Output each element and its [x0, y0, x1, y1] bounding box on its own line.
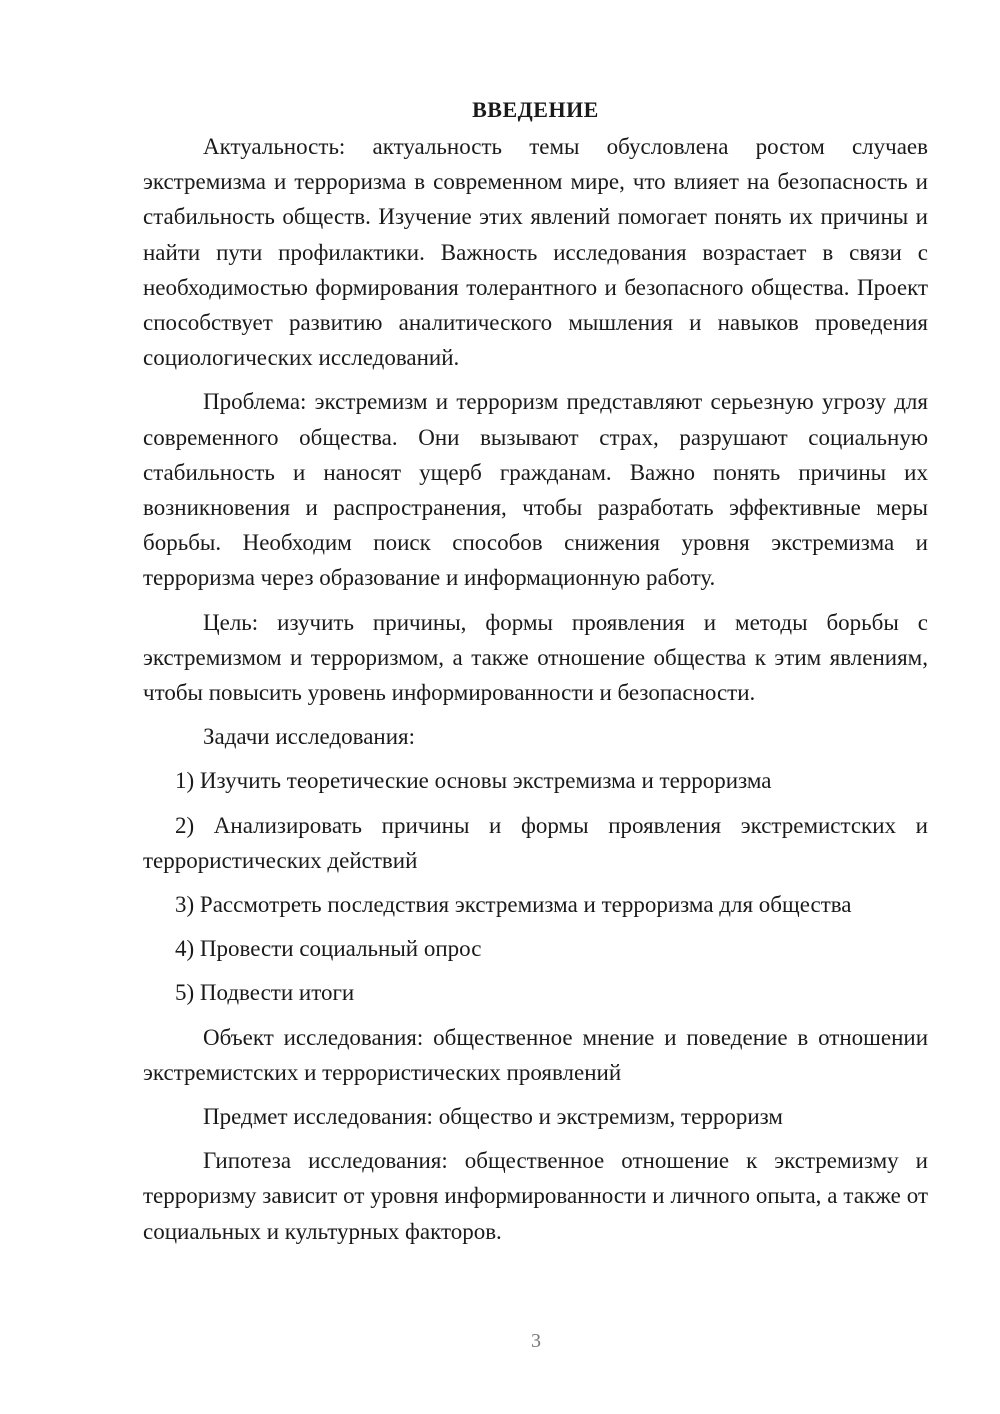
section-title: ВВЕДЕНИЕ — [472, 97, 599, 122]
paragraph-object: Объект исследования: общественное мнение и поведение в отношении экстремистских и террористических проявлений — [143, 1024, 928, 1085]
task-item-5: 5) Подвести итоги — [175, 980, 355, 1006]
task-item-2: 2) Анализировать причины и формы проявления экстремистских и террористических действий — [143, 812, 928, 873]
paragraph-hypothesis: Гипотеза исследования: общественное отношение к экстремизму и терроризму зависит от уровня информированности и личного опыта, а также от социальных и культурных факторов. — [143, 1148, 928, 1244]
task-item-3: 3) Рассмотреть последствия экстремизма и терроризма для общества — [175, 892, 852, 918]
page-number: 3 — [531, 1330, 541, 1352]
paragraph-problem: Проблема: экстремизм и терроризм представляют серьезную угрозу для современного общества. Они вызывают страх, разрушают социальную стабильность и наносят ущерб гражданам. Важно понять причины их возникновения и распространения, чтобы разработать эффективные меры борьбы. Необходим поиск способов снижения уровня экстремизма и терроризма через образование и информационную работу. — [143, 389, 928, 591]
paragraph-subject: Предмет исследования: общество и экстремизм, терроризм — [203, 1104, 783, 1130]
task-item-4: 4) Провести социальный опрос — [175, 936, 482, 962]
task-item-1: 1) Изучить теоретические основы экстремизма и терроризма — [175, 768, 772, 794]
paragraph-relevance: Актуальность: актуальность темы обусловлена ростом случаев экстремизма и терроризма в современном мире, что влияет на безопасность и стабильность обществ. Изучение этих явлений помогает понять их причины и найти пути профилактики. Важность исследования возрастает в связи с необходимостью формирования толерантного и безопасного общества. Проект способствует развитию аналитического мышления и навыков проведения социологических исследований. — [143, 134, 928, 371]
paragraph-goal: Цель: изучить причины, формы проявления и методы борьбы с экстремизмом и терроризмом, а также отношение общества к этим явлениям, чтобы повысить уровень информированности и безопасности. — [143, 609, 928, 706]
tasks-heading: Задачи исследования: — [203, 724, 416, 750]
document-page — [143, 92, 928, 1258]
